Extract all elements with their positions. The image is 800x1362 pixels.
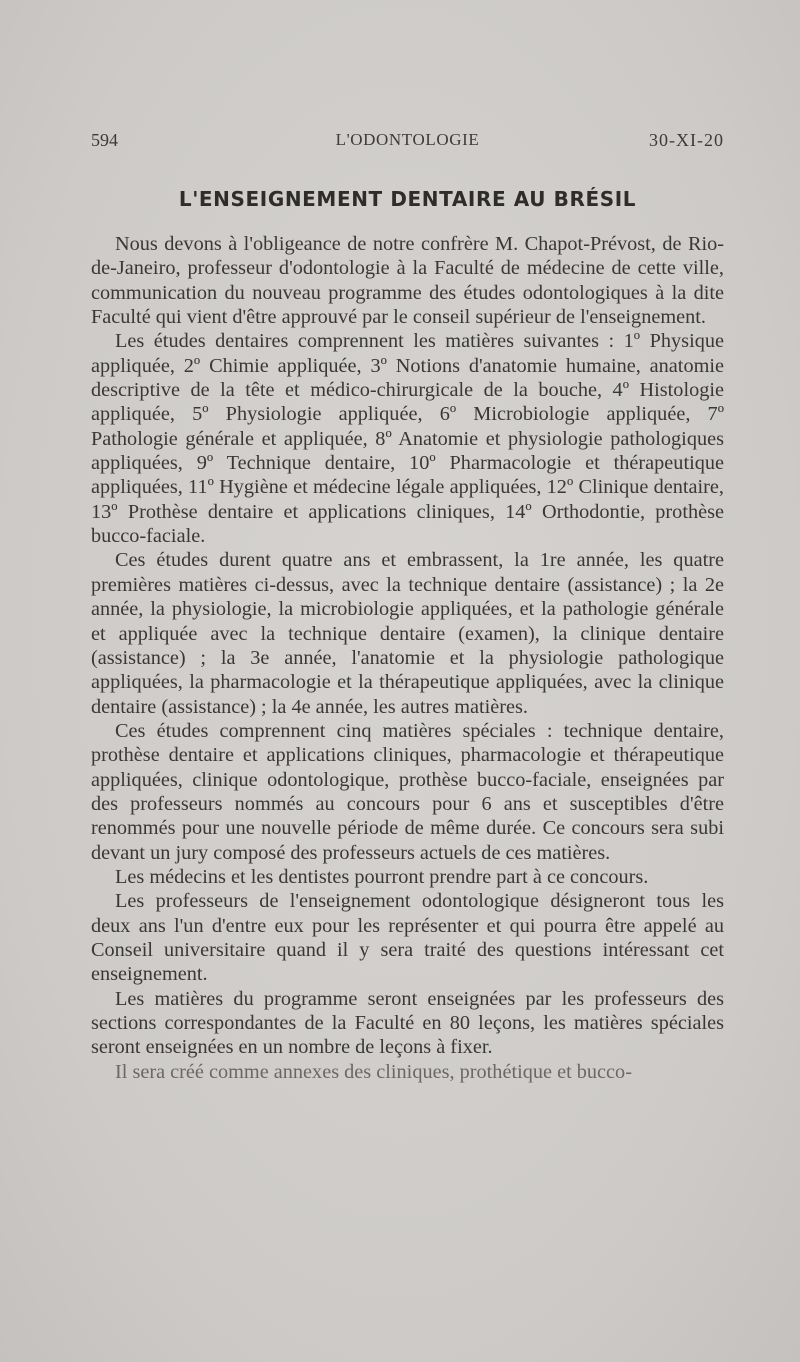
running-title: L'ODONTOLOGIE [335,130,480,149]
paragraph: Les médecins et les dentistes pourront prendre part à ce concours. [115,865,649,888]
paragraph: Nous devons à l'obligeance de notre confrère M. Chapot-Prévost, de Rio-de-Janeiro, professeur d'odontologie à la Faculté de médecine de cette ville, communication du nouveau programme des études odontologiques à la dite Faculté qui vient d'être approuvé par le conseil supérieur de l'enseignement. [91,233,724,329]
paragraph: Les matières du programme seront enseignées par les professeurs des sections correspondantes de la Faculté en 80 leçons, les matières spéciales seront enseignées en un nombre de leçons à fixer. [91,987,724,1059]
paragraph: Les études dentaires comprennent les matières suivantes : 1º Physique appliquée, 2º Chimie appliquée, 3º Notions d'anatomie humaine, anatomie descriptive de la tête et médico-chirurgicale de la bouche, 4º Histologie appliquée, 5º Physiologie appliquée, 6º Microbiologie appliquée, 7º Pathologie générale et appliquée, 8º Anatomie et physiologie pathologiques appliquées, 9º Technique dentaire, 10º Pharmacologie et thérapeutique appliquées, 11º Hygiène et médecine légale appliquées, 12º Clinique dentaire, 13º Prothèse dentaire et applications cliniques, 14º Orthodontie, prothèse bucco-faciale. [91,330,724,548]
article-body [91,232,724,1084]
page-number: 594 [91,130,118,150]
paragraph: Les professeurs de l'enseignement odontologique désigneront tous les deux ans l'un d'entre eux pour les représenter et qui pourra être appelé au Conseil universitaire quand il y sera traité des questions intéressant cet enseignement. [91,890,724,986]
issue-date: 30-XI-20 [649,130,724,150]
article-title: L'ENSEIGNEMENT DENTAIRE AU BRÉSIL [178,187,637,211]
paragraph: Ces études comprennent cinq matières spéciales : technique dentaire, prothèse dentaire et applications cliniques, pharmacologie et thérapeutique appliquées, clinique odontologique, prothèse bucco-faciale, enseignées par des professeurs nommés au concours pour 6 ans et susceptibles d'être renommés pour une nouvelle période de même durée. Ce concours sera subi devant un jury composé des professeurs actuels de ces matières. [91,719,724,864]
paragraph: Il sera créé comme annexes des cliniques, prothétique et bucco- [115,1060,632,1083]
page-header [91,130,724,158]
paragraph: Ces études durent quatre ans et embrassent, la 1re année, les quatre premières matières ci-dessus, avec la technique dentaire (assistance) ; la 2e année, la physiologie, la microbiologie appliquées, et la pathologie générale et appliquée avec la technique dentaire (examen), la clinique dentaire (assistance) ; la 3e année, l'anatomie et la physiologie pathologique appliquées, la pharmacologie et la thérapeutique appliquées, avec la clinique dentaire (assistance) ; la 4e année, les autres matières. [91,549,724,718]
